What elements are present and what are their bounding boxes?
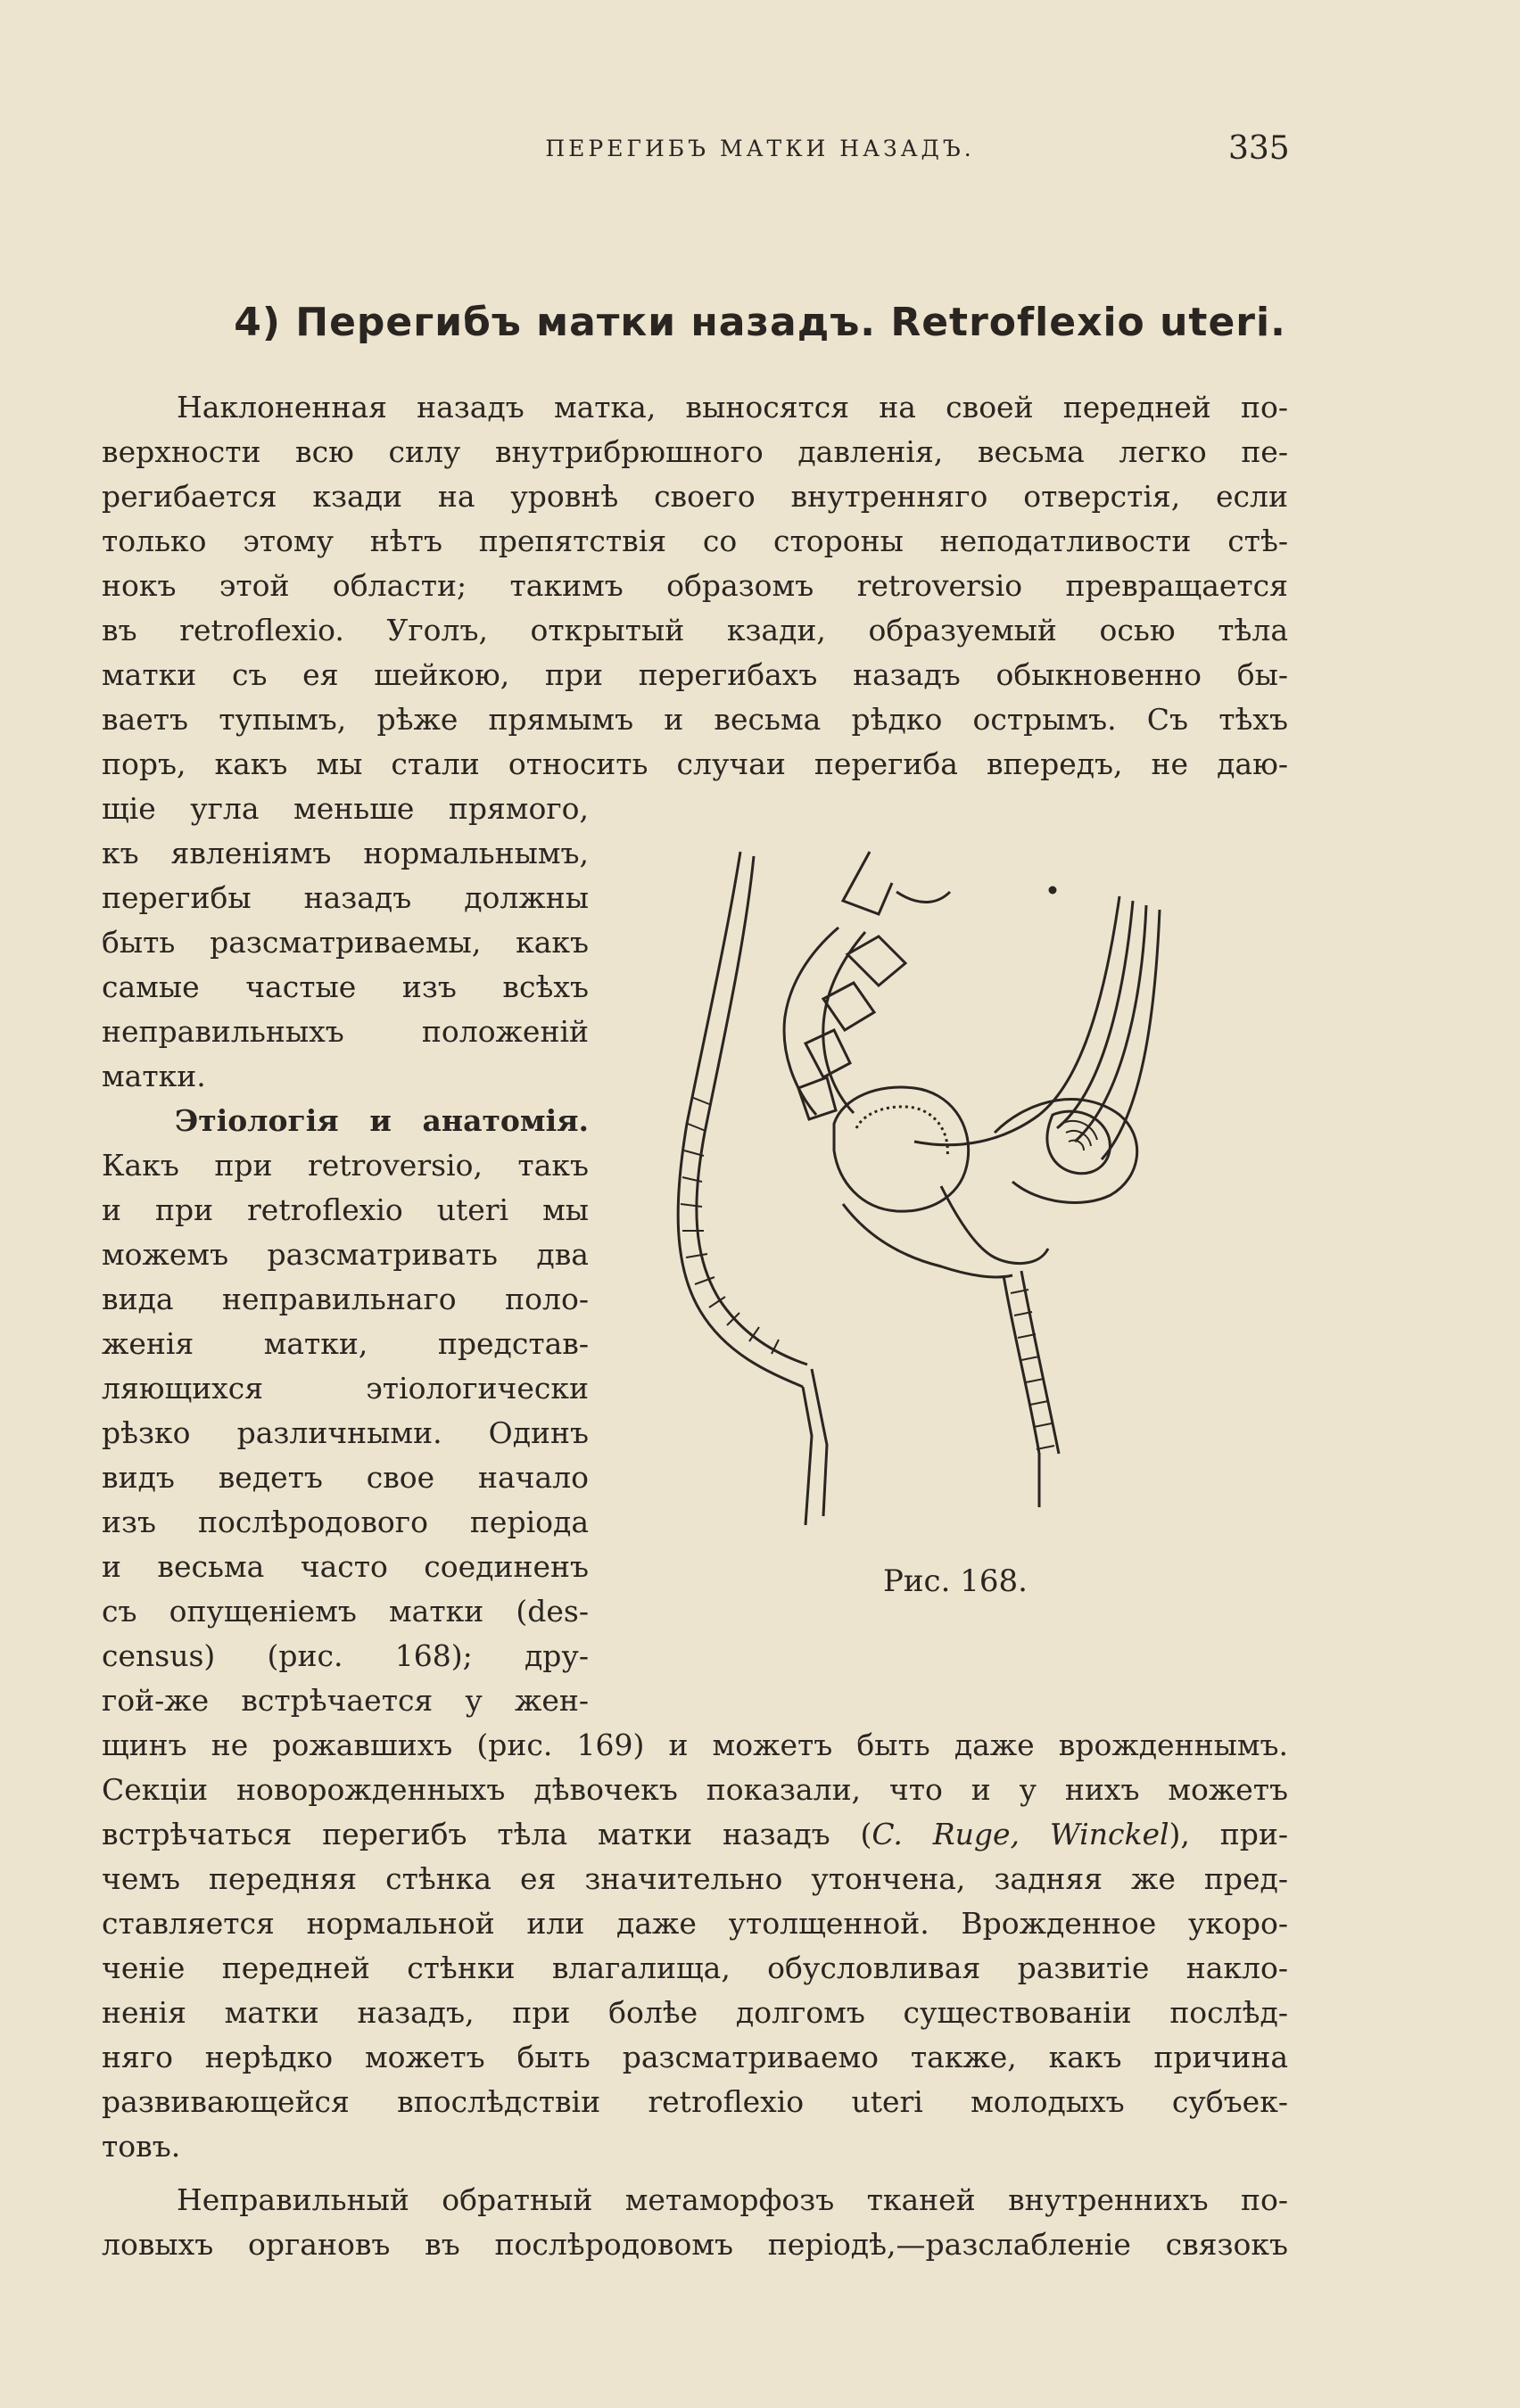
running-head: ПЕРЕГИБЪ МАТКИ НАЗАДЪ. [545,136,975,161]
text-line: и весьма часто соединенъ [102,1549,589,1584]
text-line: матки съ ея шейкою, при перегибахъ назадъ обыкновенно бы- [102,657,1288,692]
text-line: гой-же встрѣчается у жен- [102,1683,589,1718]
text-line: ляющихся этіологически [102,1371,589,1406]
text-line: женія матки, представ- [102,1326,589,1361]
text-line: чемъ передняя стѣнка ея значительно утончена, задняя же пред- [102,1861,1288,1896]
text-line: Какъ при retroversio, такъ [102,1148,589,1183]
text-line: перегибы назадъ должны [102,880,589,915]
text-line: товъ. [102,2129,181,2164]
text-line: ваетъ тупымъ, рѣже прямымъ и весьма рѣдко острымъ. Съ тѣхъ [102,702,1288,737]
text-line: ставляется нормальной или даже утолщенной. Врожденное укоро- [102,1906,1288,1941]
text-line: можемъ разсматривать два [102,1237,589,1272]
text-line: самые частые изъ всѣхъ [102,969,589,1004]
text-line: поръ, какъ мы стали относить случаи перегиба впередъ, не даю- [102,746,1288,781]
text-line: Секціи новорожденныхъ дѣвочекъ показали, что и у нихъ можетъ [102,1772,1288,1807]
text-line: изъ послѣродового періода [102,1505,589,1539]
text-line: въ retroflexio. Уголъ, открытый кзади, образуемый осью тѣла [102,613,1288,647]
text-line: няго нерѣдко можетъ быть разсматриваемо также, какъ причина [102,2040,1288,2074]
text-line: видъ ведетъ свое начало [102,1460,589,1495]
text-line: рѣзко различными. Одинъ [102,1415,589,1450]
text-line: ченіе передней стѣнки влагалища, обусловливая развитіе накло- [102,1950,1288,1985]
text-line: съ опущеніемъ матки (des- [102,1594,589,1629]
citation-authors: C. Ruge, Winckel [872,1817,1169,1851]
text-line: матки. [102,1059,206,1093]
text-line: и при retroflexio uteri мы [102,1192,589,1227]
section-heading: 4) Перегибъ матки назадъ. Retroflexio uteri. [234,300,1286,345]
text-line: верхности всю силу внутрибрюшного давленія, весьма легко пе- [102,434,1288,469]
text-line: вида неправильнаго поло- [102,1282,589,1316]
text-line: къ явленіямъ нормальнымъ, [102,836,589,870]
text-line: ловыхъ органовъ въ послѣродовомъ періодѣ,—разслабленіе связокъ [102,2227,1288,2262]
text-line: неправильныхъ положеній [102,1014,589,1049]
text-line: Наклоненная назадъ матка, выносятся на своей передней по- [177,390,1288,425]
text-line: щіе угла меньше прямого, [102,791,589,826]
text-line: развивающейся впослѣдствіи retroflexio uteri молодыхъ субъек- [102,2084,1288,2119]
text-line: только этому нѣтъ препятствія со стороны неподатливости стѣ- [102,524,1288,558]
text-line: щинъ не рожавшихъ (рис. 169) и можетъ быть даже врожденнымъ. [102,1728,1288,1762]
text-line: встрѣчаться перегибъ тѣла матки назадъ (C. Ruge, Winckel), при- [102,1817,1288,1851]
subsection-heading: Этіологія и анатомія. [175,1103,589,1138]
page-number: 335 [1228,130,1290,167]
uterus-retroflexion-icon [620,829,1298,1552]
text-line: нокъ этой области; такимъ образомъ retroversio превращается [102,568,1288,603]
text-line: регибается кзади на уровнѣ своего внутренняго отверстія, если [102,479,1288,514]
text-line: census) (рис. 168); дру- [102,1638,589,1673]
anatomical-figure [620,829,1298,1552]
figure-caption: Рис. 168. [883,1563,1028,1599]
text-line: Неправильный обратный метаморфозъ тканей внутреннихъ по- [177,2182,1288,2217]
text-line: ненія матки назадъ, при болѣе долгомъ существованіи послѣд- [102,1995,1288,2030]
text-line: быть разсматриваемы, какъ [102,925,589,960]
